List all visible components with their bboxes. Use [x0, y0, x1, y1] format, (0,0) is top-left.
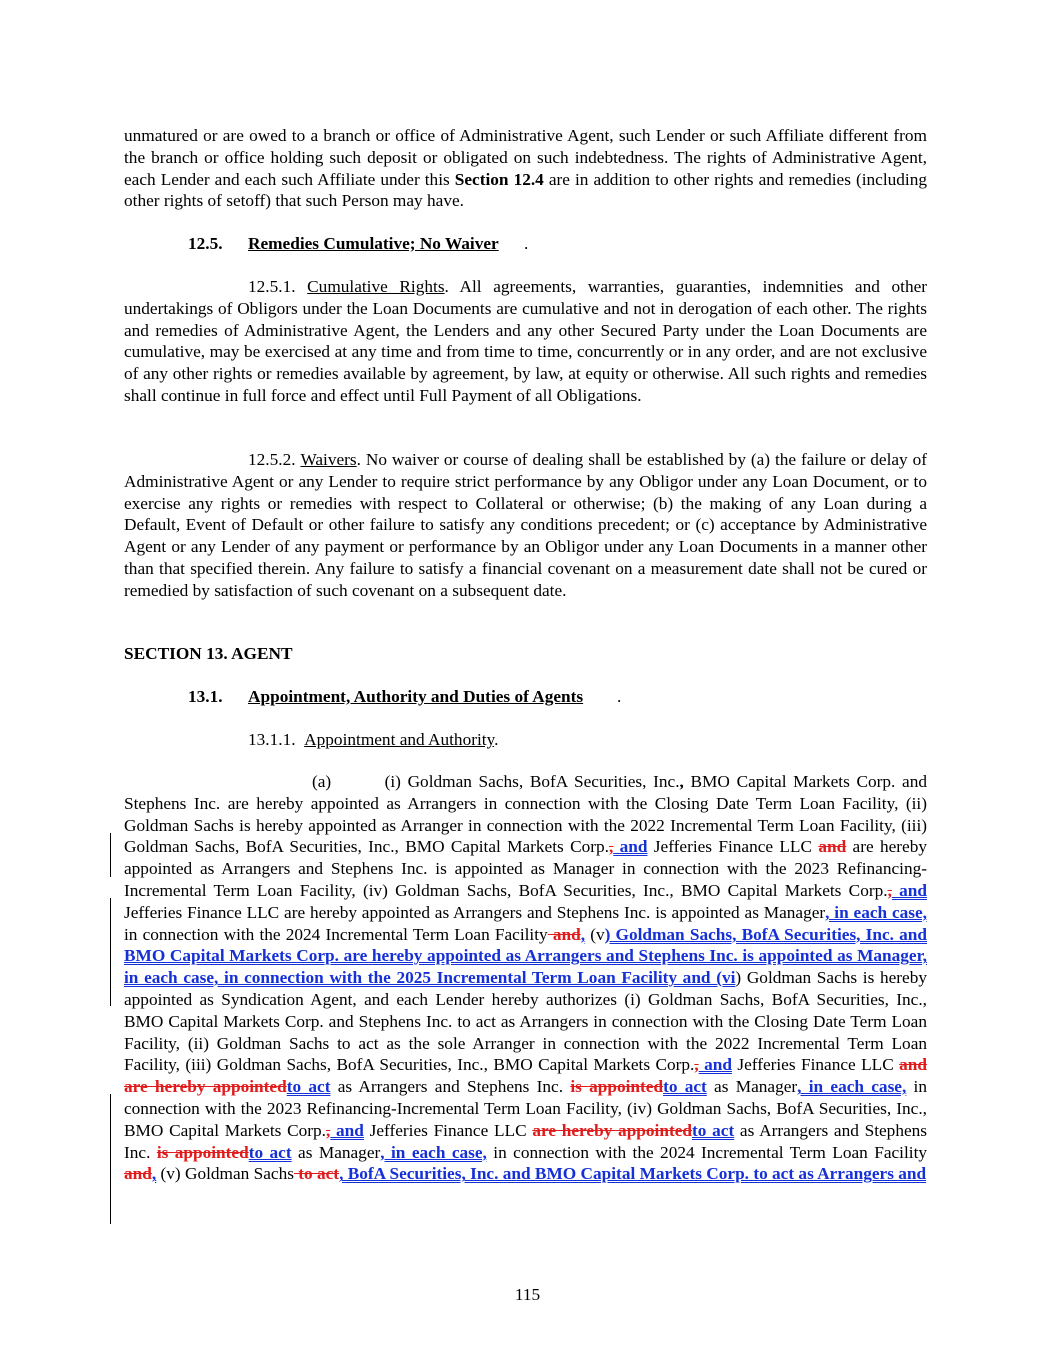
section-13-1-1-heading: 13.1.1. Appointment and Authority. [248, 730, 499, 749]
deleted-text: , [608, 837, 614, 857]
inserted-text: to act [248, 1142, 292, 1162]
section-title: Waivers [300, 450, 357, 469]
inserted-text: and [698, 1055, 732, 1075]
section-title: Remedies Cumulative; No Waiver [248, 234, 499, 253]
paragraph-text: . All agreements, warranties, guaranties, indemnities and other undertakings of Obligors under the Loan Documents are cumulative and not in derogation of each other. The rights and remedies of Administrative Agent, the Lenders and any other Secured Party under the Loan Documents are cumulative, may be exercised at any time and from time to time, concurrently or in any order, and are not exclusive of any other rights or remedies available by agreement, by law, at equity or otherwise. All such rights and remedies shall continue in full force and effect until Full Payment of all Obligations. [124, 277, 928, 405]
deleted-text: , [694, 1055, 699, 1075]
inserted-text: to act [286, 1077, 331, 1097]
setoff-paragraph-continuation [124, 125, 927, 212]
change-bar [110, 833, 111, 877]
inserted-text: to act [663, 1077, 707, 1097]
section-number: 12.5.1. [248, 277, 296, 296]
section-number: 13.1. [188, 687, 223, 706]
inserted-text: and [891, 880, 928, 900]
section-13-1-heading: 13.1. Appointment, Authority and Duties of Agents . [188, 687, 622, 706]
section-13-heading: SECTION 13. AGENT [124, 644, 293, 663]
deleted-text: and are hereby appointed [124, 1055, 928, 1097]
inserted-text: and [330, 1120, 364, 1140]
change-bar [110, 1094, 111, 1224]
deleted-text: and [124, 1164, 152, 1184]
change-bar [110, 898, 111, 1006]
section-number: 12.5. [188, 234, 223, 253]
paragraph-text: are in addition to other rights and remedies (including other rights of setoff) that such Person may have. [124, 169, 928, 211]
deleted-text: are hereby appointed [532, 1120, 693, 1140]
deleted-text: , [887, 880, 892, 900]
section-number: 12.5.2. [248, 450, 296, 469]
inserted-text: , in each case, [825, 902, 927, 922]
inserted-text: , [151, 1164, 157, 1184]
deleted-text: , [325, 1120, 331, 1140]
deleted-text: is appointed [156, 1142, 249, 1162]
deleted-text: and [547, 924, 581, 944]
page-number: 115 [514, 1285, 541, 1304]
paragraph-text: unmatured or are owed to a branch or office of Administrative Agent, such Lender or such Affiliate different from the branch or office holding such deposit or obligated on such indebtedness. The rights of Administrative Agent, each Lender and each such Affiliate under this [124, 126, 927, 189]
inserted-text: ) Goldman Sachs, BofA Securities, Inc. and BMO Capital Markets Corp. are hereby appointed as Arrangers and Stephens Inc. is appointed as Manager, in each case, in connection with the 2025 Incremental Term Loan Facility and (vi [124, 924, 928, 988]
section-12-5-heading: 12.5. Remedies Cumulative; No Waiver . [188, 234, 529, 253]
inserted-text: , in each case, [797, 1077, 907, 1097]
deleted-text: and [818, 837, 847, 857]
section-title: Appointment, Authority and Duties of Agents [248, 687, 584, 706]
inserted-text: , BofA Securities, Inc. and BMO Capital Markets Corp. to act as Arrangers and [339, 1164, 927, 1184]
section-reference: Section 12.4 [454, 169, 544, 189]
section-number: 13.1.1. [248, 730, 296, 749]
section-12-5-1-paragraph [124, 276, 927, 407]
deleted-text: is appointed [570, 1077, 664, 1097]
deleted-text: to act [293, 1164, 340, 1184]
section-12-5-2-paragraph [124, 449, 927, 602]
paragraph-text: . No waiver or course of dealing shall be established by (a) the failure or delay of Administrative Agent or any Lender to require strict performance by any Obligor under any Loan Document, or to exercise any rights or remedies with respect to Collateral or otherwise; (b) the making of any Loan during a Default, Event of Default or other failure to satisfy any conditions precedent; or (c) acceptance by Administrative Agent or any Lender of any payment or performance by an Obligor under any Loan Documents in a manner other than that specified therein. Any failure to satisfy a financial covenant on a measurement date shall not be cured or remedied by satisfaction of such covenant on a subsequent date. [124, 450, 927, 600]
section-title: Cumulative Rights [307, 277, 445, 296]
appointment-paragraph-a: (a) (i) Goldman Sachs, BofA Securities, Inc., BMO Capital Markets Corp. and Stephens Inc. are hereby appointed as Arrangers in connection with the Closing Date Term Loan Facility, (ii) Goldman Sachs is hereby appointed as Arranger in connection with the 2022 Incremental Term Loan Facility, (iii) Goldman Sachs, BofA Securities, Inc., BMO Capital Markets Corp., and Jefferies Finance LLC and are hereby appointed as Arrangers and Stephens Inc. is appointed as Manager in connection with the 2023 Refinancing-Incremental Term Loan Facility, (iv) Goldman Sachs, BofA Securities, Inc., BMO Capital Markets Corp., and Jefferies Finance LLC are hereby appointed as Arrangers and Stephens Inc. is appointed as Manager, in each case, in connection with the 2024 Incremental Term Loan Facility and, (v) Goldman Sachs, BofA Securities, Inc. and BMO Capital Markets Corp. are hereby appointed as Arrangers and Stephens Inc. is appointed as Manager, in each case, in connection with the 2025 Incremental Term Loan Facility and (vi) Goldman Sachs is hereby appointed as Syndication Agent, and each Lender hereby authorizes (i) Goldman Sachs, BofA Securities, Inc., BMO Capital Markets Corp. and Stephens Inc. to act as Arrangers in connection with the Closing Date Term Loan Facility, (ii) Goldman Sachs to act as the sole Arranger in connection with the 2022 Incremental Term Loan Facility, (iii) Goldman Sachs, BofA Securities, Inc., BMO Capital Markets Corp., and Jefferies Finance LLC and are hereby appointedto act as Arrangers and Stephens Inc. is appointedto act as Manager, in each case, in connection with the 2023 Refinancing-Incremental Term Loan Facility, (iv) Goldman Sachs, BofA Securities, Inc., BMO Capital Markets Corp., and Jefferies Finance LLC are hereby appointedto act as Arrangers and Stephens Inc. is appointedto act as Manager, in each case, in connection with the 2024 Incremental Term Loan Facility and, (v) Goldman Sachs to act, BofA Securities, Inc. and BMO Capital Markets Corp. to act as Arrangers and [124, 772, 928, 1184]
inserted-text: , in each case, [380, 1142, 487, 1162]
inserted-text: and [613, 837, 648, 857]
section-title: Appointment and Authority [304, 730, 495, 749]
inserted-text: to act [692, 1120, 735, 1140]
inserted-text: , [580, 924, 586, 944]
